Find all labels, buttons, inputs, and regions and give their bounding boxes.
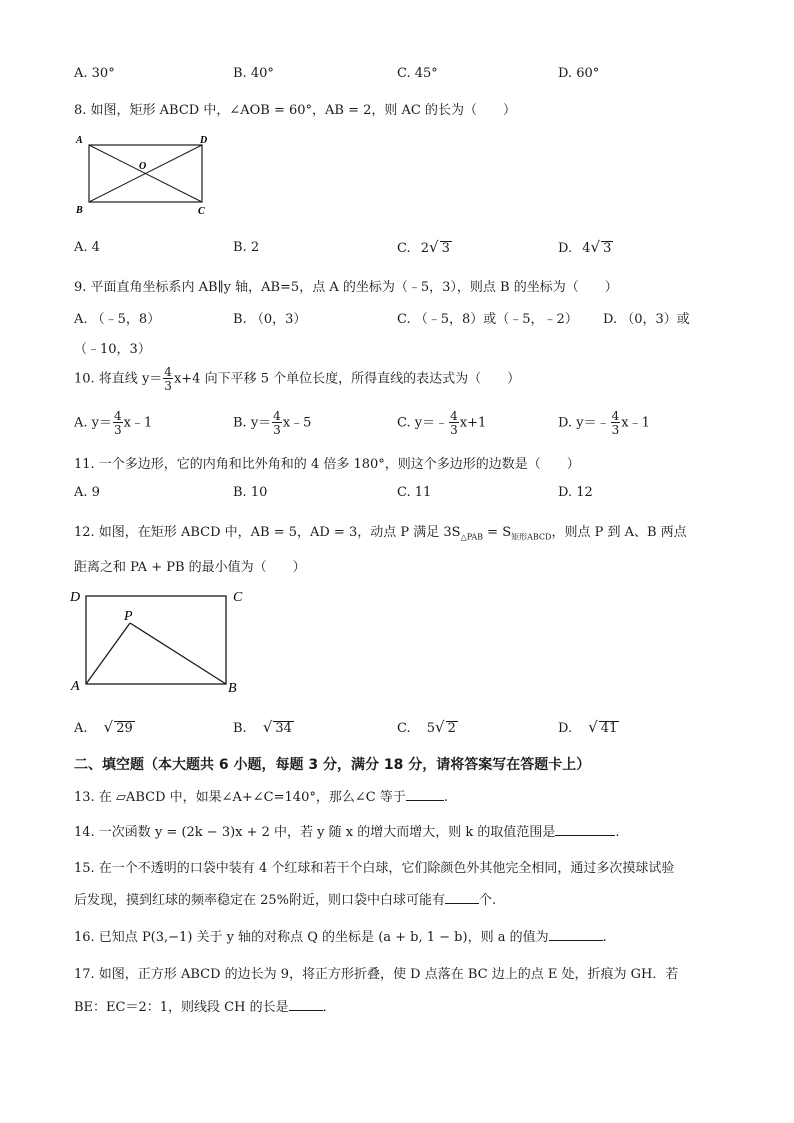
- q12-option-b-radicand: 34: [275, 721, 292, 736]
- q10-option-c: [397, 410, 486, 436]
- q12-stem-prefix: 12. 如图，在矩形 ABCD 中，AB = 5，AD = 3，动点 P 满足 3S: [74, 525, 461, 540]
- q17-stem: BE：EC＝2：1，则线段 CH 的长是: [74, 1000, 289, 1015]
- section-2-title: 二、填空题（本大题共 6 小题，每题 3 分，满分 18 分，请将答案写在答题卡上）: [74, 757, 591, 773]
- fraction-denominator: 3: [164, 379, 172, 393]
- q12-rectangle-figure: [66, 583, 256, 698]
- fraction-numerator: 4: [611, 409, 620, 423]
- q12-segment-pb: [130, 623, 226, 684]
- q12-label-a: A: [71, 679, 80, 694]
- q7-option-a: A. 30°: [74, 66, 115, 81]
- q13-answer-blank: [406, 788, 444, 801]
- radical-sign: √: [103, 718, 114, 736]
- q14-stem: 14. 一次函数 y = (2k − 3)x + 2 中，若 y 随 x 的增大而增大，则 k 的取值范围是: [74, 825, 556, 840]
- q9-option-a: A. （﹣5，8）: [74, 312, 161, 327]
- q16: [74, 926, 607, 945]
- q9-option-b: B. （0，3）: [233, 312, 307, 327]
- q10-option-sign: ﹣: [596, 415, 610, 431]
- q12-label-p: P: [124, 609, 133, 624]
- q12-option-b: [233, 718, 294, 736]
- q8-rectangle-figure: [72, 130, 212, 220]
- q12-stem-line2: 距离之和 PA + PB 的最小值为（ ）: [74, 560, 306, 575]
- q12-label-d: D: [70, 590, 81, 605]
- q8-label-o: O: [139, 161, 147, 172]
- q12-stem-mid: = S: [483, 525, 512, 540]
- q12-stem-suffix: ，则点 P 到 A、B 两点: [551, 525, 687, 540]
- q11-stem: 11. 一个多边形，它的内角和比外角和的 4 倍多 180°，则这个多边形的边数是（ ）: [74, 457, 580, 472]
- q12-option-c: [397, 718, 458, 736]
- fraction-denominator: 3: [114, 423, 122, 437]
- radical-sign: √: [590, 238, 601, 256]
- q10-option-prefix: A. y＝: [74, 415, 112, 431]
- q8-stem: 8. 如图，矩形 ABCD 中，∠AOB = 60°，AB = 2，则 AC 的长为（ ）: [74, 103, 517, 118]
- fraction-denominator: 3: [273, 423, 281, 437]
- q17-line2: [74, 996, 336, 1015]
- q14-suffix: .: [615, 825, 620, 840]
- radical-sign: √: [262, 718, 273, 736]
- q10-option-fraction: [449, 410, 459, 436]
- q12-option-a-radicand: 29: [116, 721, 133, 736]
- q8-option-d-prefix: D.: [558, 241, 573, 256]
- q12-label-b: B: [228, 681, 237, 696]
- q12-option-a: [74, 718, 135, 736]
- q8-option-c-radicand: 3: [441, 241, 450, 256]
- fraction-denominator: 3: [450, 423, 458, 437]
- q11-option-c: C. 11: [397, 485, 432, 500]
- q10-option-prefix: D. y＝: [558, 415, 597, 431]
- q15-stem: 后发现，摸到红球的频率稳定在 25%附近，则口袋中白球可能有: [74, 893, 446, 908]
- q10-option-fraction: [611, 410, 621, 436]
- q10-stem: [74, 366, 520, 392]
- q10-option-a: [74, 410, 152, 436]
- q16-answer-blank: [549, 928, 603, 941]
- q10-option-prefix: B. y＝: [233, 415, 272, 431]
- fraction-numerator: 4: [164, 365, 172, 379]
- q16-suffix: .: [602, 930, 607, 945]
- q8-option-d-coef: 4: [582, 241, 591, 256]
- q11-option-d: D. 12: [558, 485, 593, 500]
- q12-stem-line1: [74, 521, 687, 543]
- q11-option-b: B. 10: [233, 485, 268, 500]
- q12-stem-sub1: △PAB: [460, 532, 484, 542]
- q8-option-b: B. 2: [233, 240, 260, 255]
- fraction-numerator: 4: [114, 409, 122, 423]
- q8-option-d-radicand: 3: [603, 241, 612, 256]
- q10-option-prefix: C. y＝: [397, 415, 436, 431]
- q11-option-a: A. 9: [74, 485, 100, 500]
- q7-option-d: D. 60°: [558, 66, 600, 81]
- q10-stem-suffix: x+4 向下平移 5 个单位长度，所得直线的表达式为（ ）: [173, 371, 521, 387]
- q13: [74, 786, 448, 805]
- q14: [74, 821, 620, 840]
- q8-option-d: [558, 238, 613, 256]
- q12-option-c-coef: 5: [426, 721, 436, 736]
- q13-suffix: .: [443, 790, 448, 805]
- q9-stem: 9. 平面直角坐标系内 AB∥y 轴，AB=5，点 A 的坐标为（﹣5，3），则点 B 的坐标为（ ）: [74, 280, 618, 295]
- radical-sign: √: [435, 718, 445, 736]
- q10-stem-prefix: 10. 将直线 y＝: [74, 371, 163, 387]
- q10-option-suffix: x+1: [459, 415, 487, 431]
- q12-option-b-prefix: B.: [233, 721, 247, 736]
- q8-option-a: A. 4: [74, 240, 100, 255]
- q10-option-suffix: x﹣1: [123, 415, 153, 431]
- q17-answer-blank: [289, 998, 323, 1011]
- q10-option-sign: ﹣: [435, 415, 449, 431]
- q16-stem: 16. 已知点 P(3,−1) 关于 y 轴的对称点 Q 的坐标是 (a + b, 1 − b)，则 a 的值为: [74, 930, 549, 945]
- q9-option-d-continued: （﹣10，3）: [74, 342, 151, 357]
- q10-option-d: [558, 410, 650, 436]
- q14-answer-blank: [555, 823, 615, 836]
- q8-label-a: A: [76, 135, 83, 146]
- q15-line2: [74, 889, 496, 908]
- q9-option-d: D. （0，3）或: [603, 312, 690, 327]
- q12-option-c-prefix: C.: [397, 721, 411, 736]
- q13-stem: 13. 在 ▱ABCD 中，如果∠A+∠C=140°，那么∠C 等于: [74, 790, 406, 805]
- radical-sign: √: [588, 718, 598, 736]
- q8-option-c: [397, 238, 452, 256]
- q8-option-c-coef: 2: [420, 241, 430, 256]
- q10-option-fraction: [113, 410, 123, 436]
- q8-label-c: C: [198, 206, 205, 217]
- q7-option-c: C. 45°: [397, 66, 438, 81]
- fraction-denominator: 3: [611, 423, 620, 437]
- q12-option-a-prefix: A.: [74, 721, 88, 736]
- q12-option-c-radicand: 2: [447, 721, 456, 736]
- q15-suffix: 个.: [479, 893, 497, 908]
- q7-option-b: B. 40°: [233, 66, 274, 81]
- q12-segment-pa: [86, 623, 130, 684]
- q8-label-b: B: [76, 205, 83, 216]
- q12-option-d: [558, 718, 619, 736]
- q8-label-d: D: [200, 135, 208, 146]
- radical-sign: √: [429, 238, 439, 256]
- fraction-numerator: 4: [450, 409, 458, 423]
- q17-suffix: ．: [322, 1000, 336, 1015]
- q10-stem-fraction: [163, 366, 173, 392]
- q12-label-c: C: [233, 590, 243, 605]
- q10-option-b: [233, 410, 311, 436]
- q9-option-c: C. （﹣5，8）或（﹣5，﹣2）: [397, 312, 578, 327]
- q10-option-suffix: x﹣5: [282, 415, 312, 431]
- q10-option-fraction: [272, 410, 282, 436]
- q12-option-d-radicand: 41: [600, 721, 618, 736]
- q12-stem-sub2: 矩形ABCD: [511, 532, 552, 542]
- q10-option-suffix: x﹣1: [621, 415, 650, 431]
- q17-line1: 17. 如图，正方形 ABCD 的边长为 9，将正方形折叠，使 D 点落在 BC 边上的点 E 处，折痕为 GH．若: [74, 967, 679, 982]
- q15-answer-blank: [445, 891, 479, 904]
- fraction-numerator: 4: [273, 409, 281, 423]
- q12-option-d-prefix: D.: [558, 721, 573, 736]
- q8-option-c-prefix: C.: [397, 241, 411, 256]
- q15-line1: 15. 在一个不透明的口袋中装有 4 个红球和若干个白球，它们除颜色外其他完全相同，通过多次摸球试验: [74, 861, 675, 876]
